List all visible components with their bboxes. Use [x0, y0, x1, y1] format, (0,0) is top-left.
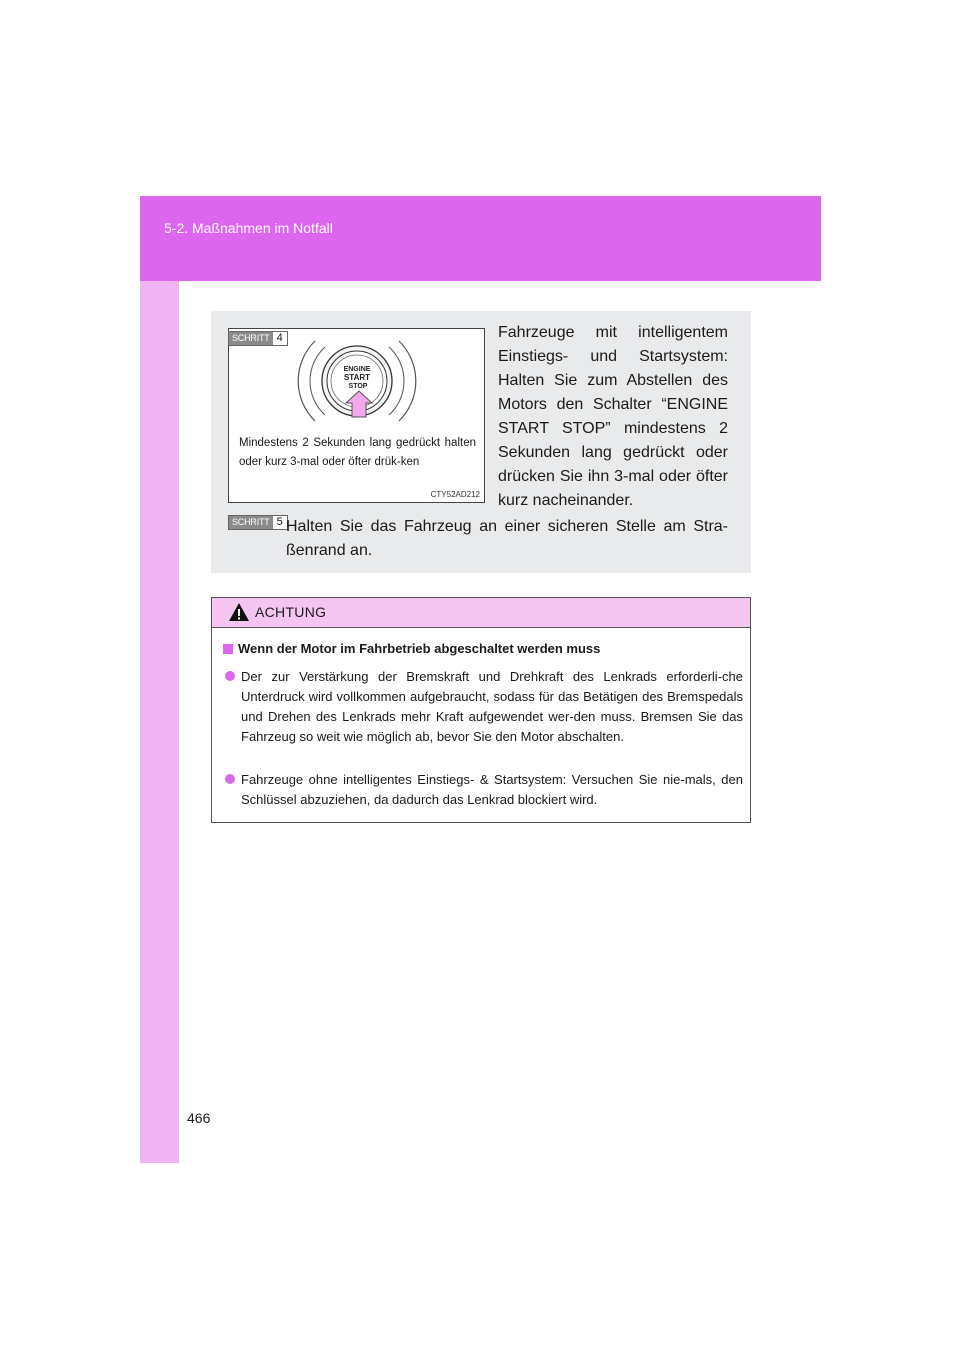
header-band: [140, 196, 821, 281]
engine-start-button-illustration: [295, 331, 419, 431]
step-badge-number: 4: [276, 332, 283, 344]
warning-title: ACHTUNG: [255, 604, 327, 620]
engine-button-figure: [228, 328, 485, 503]
square-bullet-icon: [223, 644, 233, 654]
button-label-stop: STOP: [348, 383, 368, 390]
step-badge-number: 5: [276, 516, 283, 528]
step-5-text: Halten Sie das Fahrzeug an einer sicheren Stelle am Stra-ßenrand an.: [286, 518, 728, 559]
warning-bullet-text: Der zur Verstärkung der Bremskraft und Drehkraft des Lenkrads erforderli-che Unterdruck wird vollkommen aufgebraucht, sodass für das Betätigen des Bremspedals und Drehen des Lenkrads mehr Kraft aufgewendet wer-den muss. Bremsen Sie das Fahrzeug so weit wie möglich ab, bevor Sie den Motor abschalten.: [241, 669, 743, 744]
warning-bullet-text: Fahrzeuge ohne intelligentes Einstiegs- & Startsystem: Versuchen Sie nie-mals, den Schlüssel abzuziehen, da dadurch das Lenkrad blockiert wird.: [241, 772, 743, 807]
step-badge-5: [228, 515, 288, 530]
section-title: 5-2. Maßnahmen im Notfall: [164, 220, 333, 236]
step-4-text: Fahrzeuge mit intelligentem Einstiegs- und Startsystem: Halten Sie zum Abstellen des Motors den Schalter “ENGINE START STOP” mindestens 2 Sekunden lang gedrückt oder drücken Sie ihn 3-mal oder öfter kurz nacheinander.: [498, 324, 728, 509]
button-label-start: START: [343, 373, 371, 382]
warning-box: [211, 597, 751, 823]
warning-bullet: [223, 667, 743, 747]
bullet-dot-icon: [225, 774, 235, 784]
button-label-engine: ENGINE: [343, 366, 371, 373]
figure-caption: Mindestens 2 Sekunden lang gedrückt halten oder kurz 3-mal oder öfter drük-ken: [239, 437, 476, 468]
warning-header: [212, 598, 750, 628]
warning-triangle-icon: [228, 602, 250, 622]
figure-code: CTY52AD212: [430, 490, 480, 499]
side-strip: [140, 196, 179, 1163]
step-badge-4: [228, 331, 288, 346]
warning-heading-text: Wenn der Motor im Fahrbetrieb abgeschaltet werden muss: [238, 641, 601, 656]
warning-heading: [223, 641, 600, 656]
bullet-dot-icon: [225, 671, 235, 681]
page-number: 466: [187, 1110, 211, 1126]
step-badge-label: SCHRITT: [229, 332, 273, 345]
warning-bullet: [223, 770, 743, 810]
step-badge-label: SCHRITT: [229, 516, 273, 529]
